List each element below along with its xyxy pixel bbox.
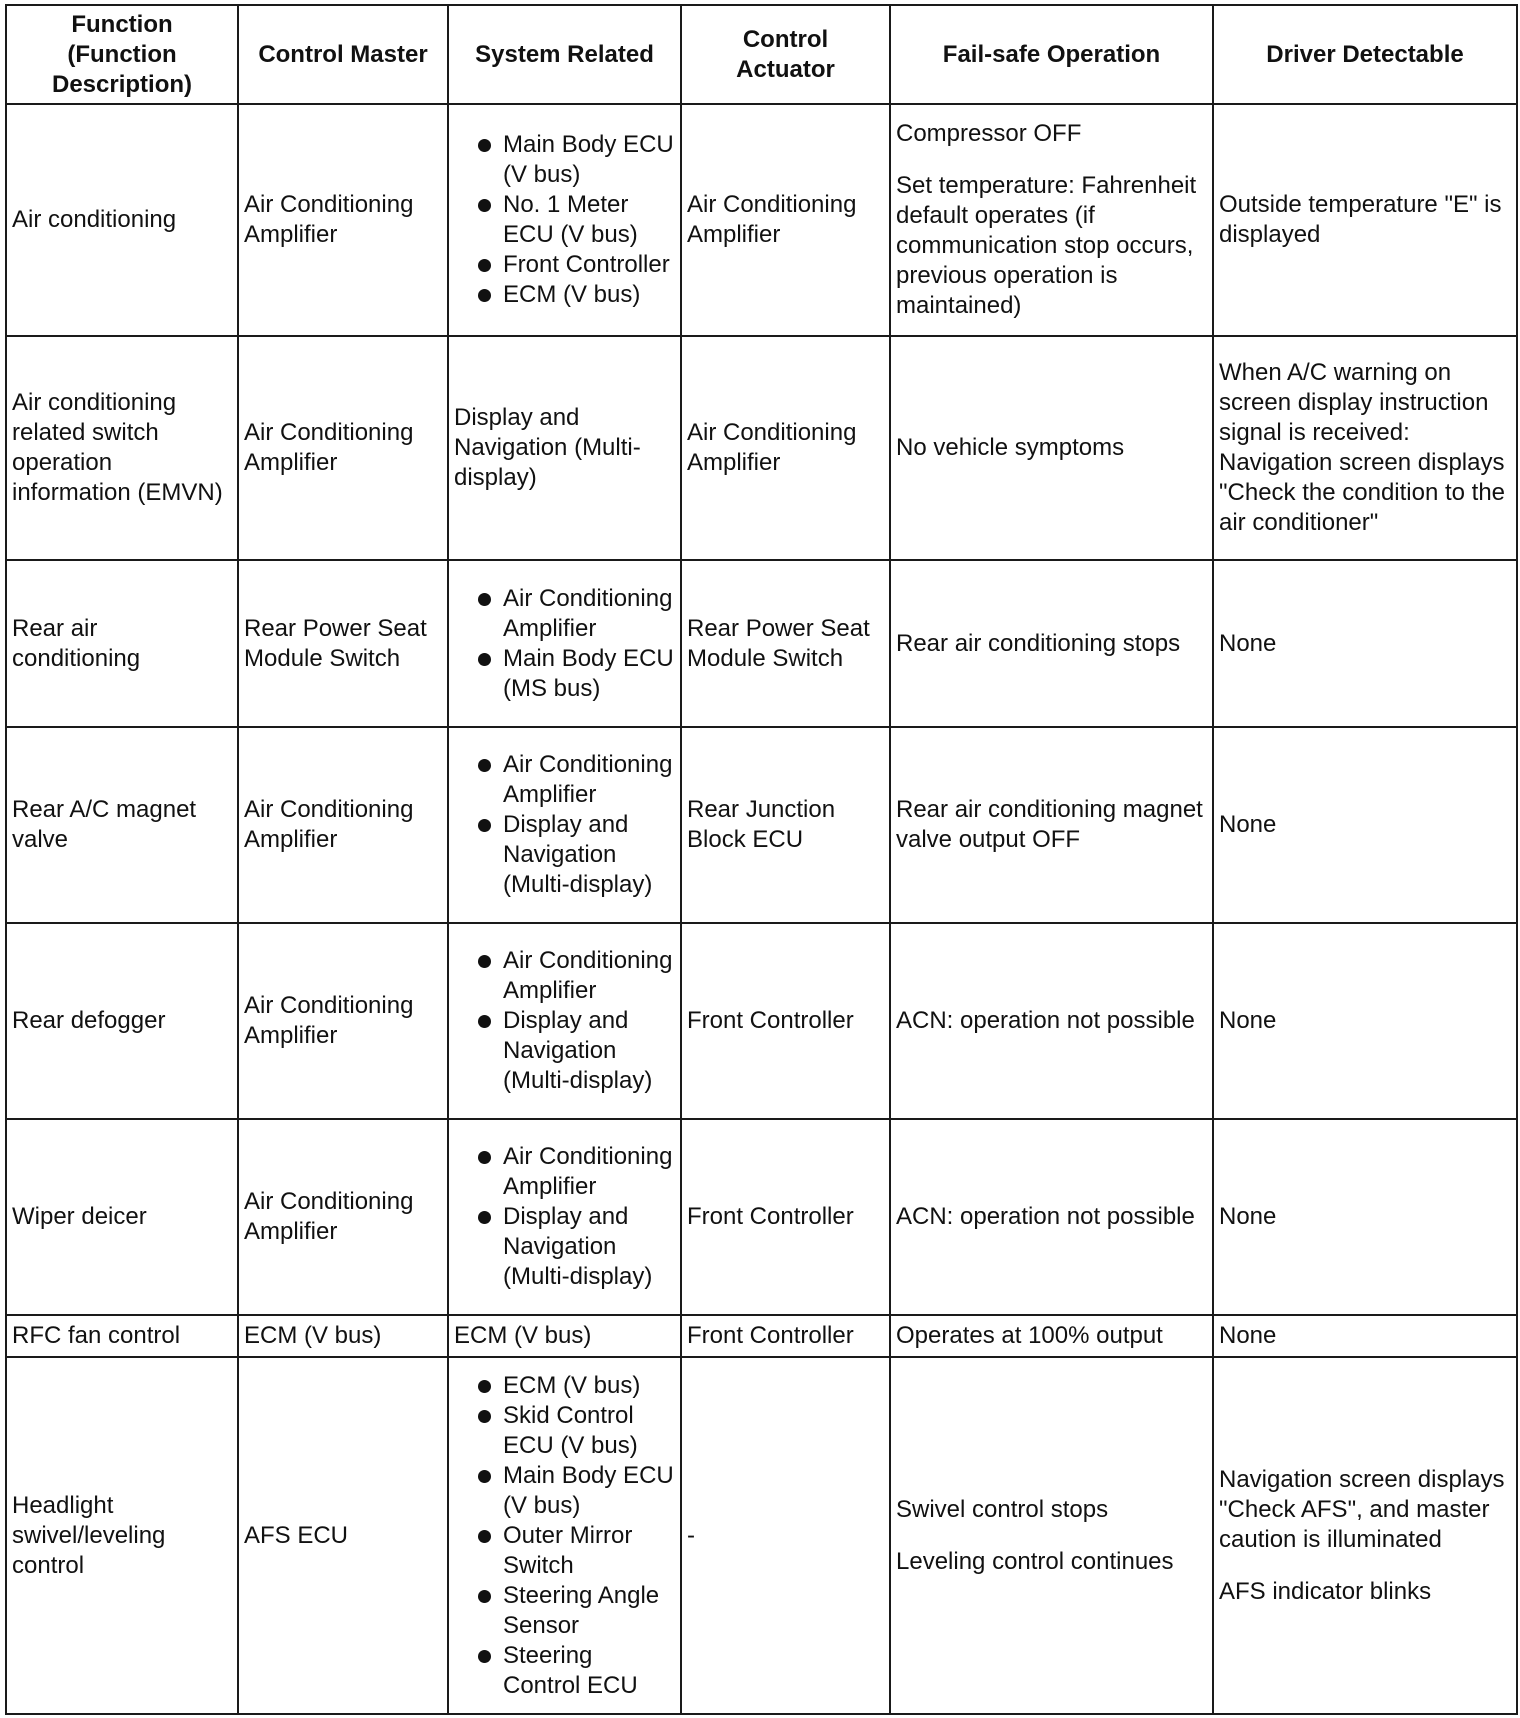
system-item: Main Body ECU (V bus) bbox=[454, 130, 675, 190]
cell-system-related bbox=[448, 1119, 681, 1315]
cell-driver-detectable: None bbox=[1213, 1315, 1517, 1357]
system-item: Skid Control ECU (V bus) bbox=[454, 1401, 675, 1461]
fail-safe-text: Compressor OFF bbox=[896, 120, 1082, 147]
system-item: Air Conditioning Amplifier bbox=[454, 584, 675, 644]
system-item: Outer Mirror Switch bbox=[454, 1521, 675, 1581]
cell-driver-detectable: None bbox=[1213, 560, 1517, 727]
cell-fail-safe bbox=[890, 104, 1213, 336]
header-driver-detectable: Driver Detectable bbox=[1213, 5, 1517, 104]
cell-system-related bbox=[448, 1357, 681, 1714]
cell-function: Rear A/C magnet valve bbox=[6, 727, 238, 923]
system-item: Steering Angle Sensor bbox=[454, 1581, 675, 1641]
cell-driver-detectable bbox=[1213, 1357, 1517, 1714]
cell-function: Headlight swivel/leveling control bbox=[6, 1357, 238, 1714]
header-actuator-line-1: Control bbox=[742, 25, 829, 53]
cell-driver-detectable: None bbox=[1213, 1119, 1517, 1315]
cell-fail-safe: Rear air conditioning stops bbox=[890, 560, 1213, 727]
cell-function: Rear defogger bbox=[6, 923, 238, 1119]
cell-control-actuator: Front Controller bbox=[681, 1119, 890, 1315]
table-row bbox=[6, 1315, 1517, 1357]
cell-system-related bbox=[448, 923, 681, 1119]
header-control-actuator bbox=[681, 5, 890, 104]
cell-system-related bbox=[448, 727, 681, 923]
fail-safe-table bbox=[5, 4, 1518, 1715]
system-item: ECM (V bus) bbox=[454, 280, 675, 310]
system-item: Air Conditioning Amplifier bbox=[454, 946, 675, 1006]
cell-system-related: Display and Navigation (Multi-display) bbox=[448, 336, 681, 560]
system-item: Main Body ECU (V bus) bbox=[454, 1461, 675, 1521]
cell-control-master: Air Conditioning Amplifier bbox=[238, 727, 448, 923]
table-row bbox=[6, 1357, 1517, 1714]
cell-fail-safe: No vehicle symptoms bbox=[890, 336, 1213, 560]
driver-text: Navigation screen displays "Check AFS", and master caution is illuminated bbox=[1219, 1465, 1505, 1553]
header-system-related: System Related bbox=[448, 5, 681, 104]
cell-control-master: ECM (V bus) bbox=[238, 1315, 448, 1357]
cell-control-master: AFS ECU bbox=[238, 1357, 448, 1714]
cell-function: Rear air conditioning bbox=[6, 560, 238, 727]
cell-control-actuator: - bbox=[681, 1357, 890, 1714]
cell-function: Wiper deicer bbox=[6, 1119, 238, 1315]
cell-system-related bbox=[448, 560, 681, 727]
table-row bbox=[6, 336, 1517, 560]
cell-control-master: Air Conditioning Amplifier bbox=[238, 923, 448, 1119]
header-function-line-3: Description) bbox=[51, 70, 192, 98]
cell-fail-safe bbox=[890, 1357, 1213, 1714]
cell-fail-safe: Rear air conditioning magnet valve output OFF bbox=[890, 727, 1213, 923]
system-item: ECM (V bus) bbox=[454, 1371, 675, 1401]
system-item: Front Controller bbox=[454, 250, 675, 280]
cell-control-actuator: Front Controller bbox=[681, 923, 890, 1119]
system-item: Display and Navigation (Multi-display) bbox=[454, 1202, 675, 1292]
cell-control-master: Air Conditioning Amplifier bbox=[238, 104, 448, 336]
cell-system-related bbox=[448, 104, 681, 336]
fail-safe-text: Set temperature: Fahrenheit default operates (if communication stop occurs, previous operation is maintained) bbox=[896, 172, 1197, 319]
cell-control-master: Air Conditioning Amplifier bbox=[238, 336, 448, 560]
header-actuator-line-2: Actuator bbox=[736, 55, 835, 83]
table-row bbox=[6, 104, 1517, 336]
header-row bbox=[6, 5, 1517, 104]
header-function bbox=[6, 5, 238, 104]
system-item: Air Conditioning Amplifier bbox=[454, 1142, 675, 1202]
fail-safe-text: Leveling control continues bbox=[896, 1547, 1174, 1575]
cell-control-master: Rear Power Seat Module Switch bbox=[238, 560, 448, 727]
table-row bbox=[6, 1119, 1517, 1315]
cell-function: RFC fan control bbox=[6, 1315, 238, 1357]
system-item: Display and Navigation (Multi-display) bbox=[454, 1006, 675, 1096]
header-control-master: Control Master bbox=[238, 5, 448, 104]
cell-fail-safe: ACN: operation not possible bbox=[890, 923, 1213, 1119]
system-item: Main Body ECU (MS bus) bbox=[454, 644, 675, 704]
cell-driver-detectable: None bbox=[1213, 923, 1517, 1119]
header-function-line-2: (Function bbox=[67, 40, 177, 68]
cell-control-actuator: Front Controller bbox=[681, 1315, 890, 1357]
table-row bbox=[6, 727, 1517, 923]
system-item: Steering Control ECU bbox=[454, 1641, 675, 1701]
system-item: Air Conditioning Amplifier bbox=[454, 750, 675, 810]
table-row bbox=[6, 560, 1517, 727]
cell-control-actuator: Air Conditioning Amplifier bbox=[681, 336, 890, 560]
cell-function: Air conditioning related switch operation information (EMVN) bbox=[6, 336, 238, 560]
header-function-line-1: Function bbox=[71, 10, 173, 38]
system-item: Display and Navigation (Multi-display) bbox=[454, 810, 675, 900]
cell-driver-detectable: When A/C warning on screen display instruction signal is received: Navigation screen displays "Check the condition to the air conditioner" bbox=[1213, 336, 1517, 560]
cell-system-related: ECM (V bus) bbox=[448, 1315, 681, 1357]
system-item: No. 1 Meter ECU (V bus) bbox=[454, 190, 675, 250]
cell-fail-safe: ACN: operation not possible bbox=[890, 1119, 1213, 1315]
cell-fail-safe: Operates at 100% output bbox=[890, 1315, 1213, 1357]
fail-safe-text: Swivel control stops bbox=[896, 1495, 1109, 1523]
cell-control-master: Air Conditioning Amplifier bbox=[238, 1119, 448, 1315]
cell-control-actuator: Rear Junction Block ECU bbox=[681, 727, 890, 923]
cell-driver-detectable: Outside temperature "E" is displayed bbox=[1213, 104, 1517, 336]
driver-text: AFS indicator blinks bbox=[1219, 1577, 1432, 1605]
cell-control-actuator: Air Conditioning Amplifier bbox=[681, 104, 890, 336]
table-row bbox=[6, 923, 1517, 1119]
header-fail-safe: Fail-safe Operation bbox=[890, 5, 1213, 104]
cell-driver-detectable: None bbox=[1213, 727, 1517, 923]
cell-function: Air conditioning bbox=[6, 104, 238, 336]
cell-control-actuator: Rear Power Seat Module Switch bbox=[681, 560, 890, 727]
